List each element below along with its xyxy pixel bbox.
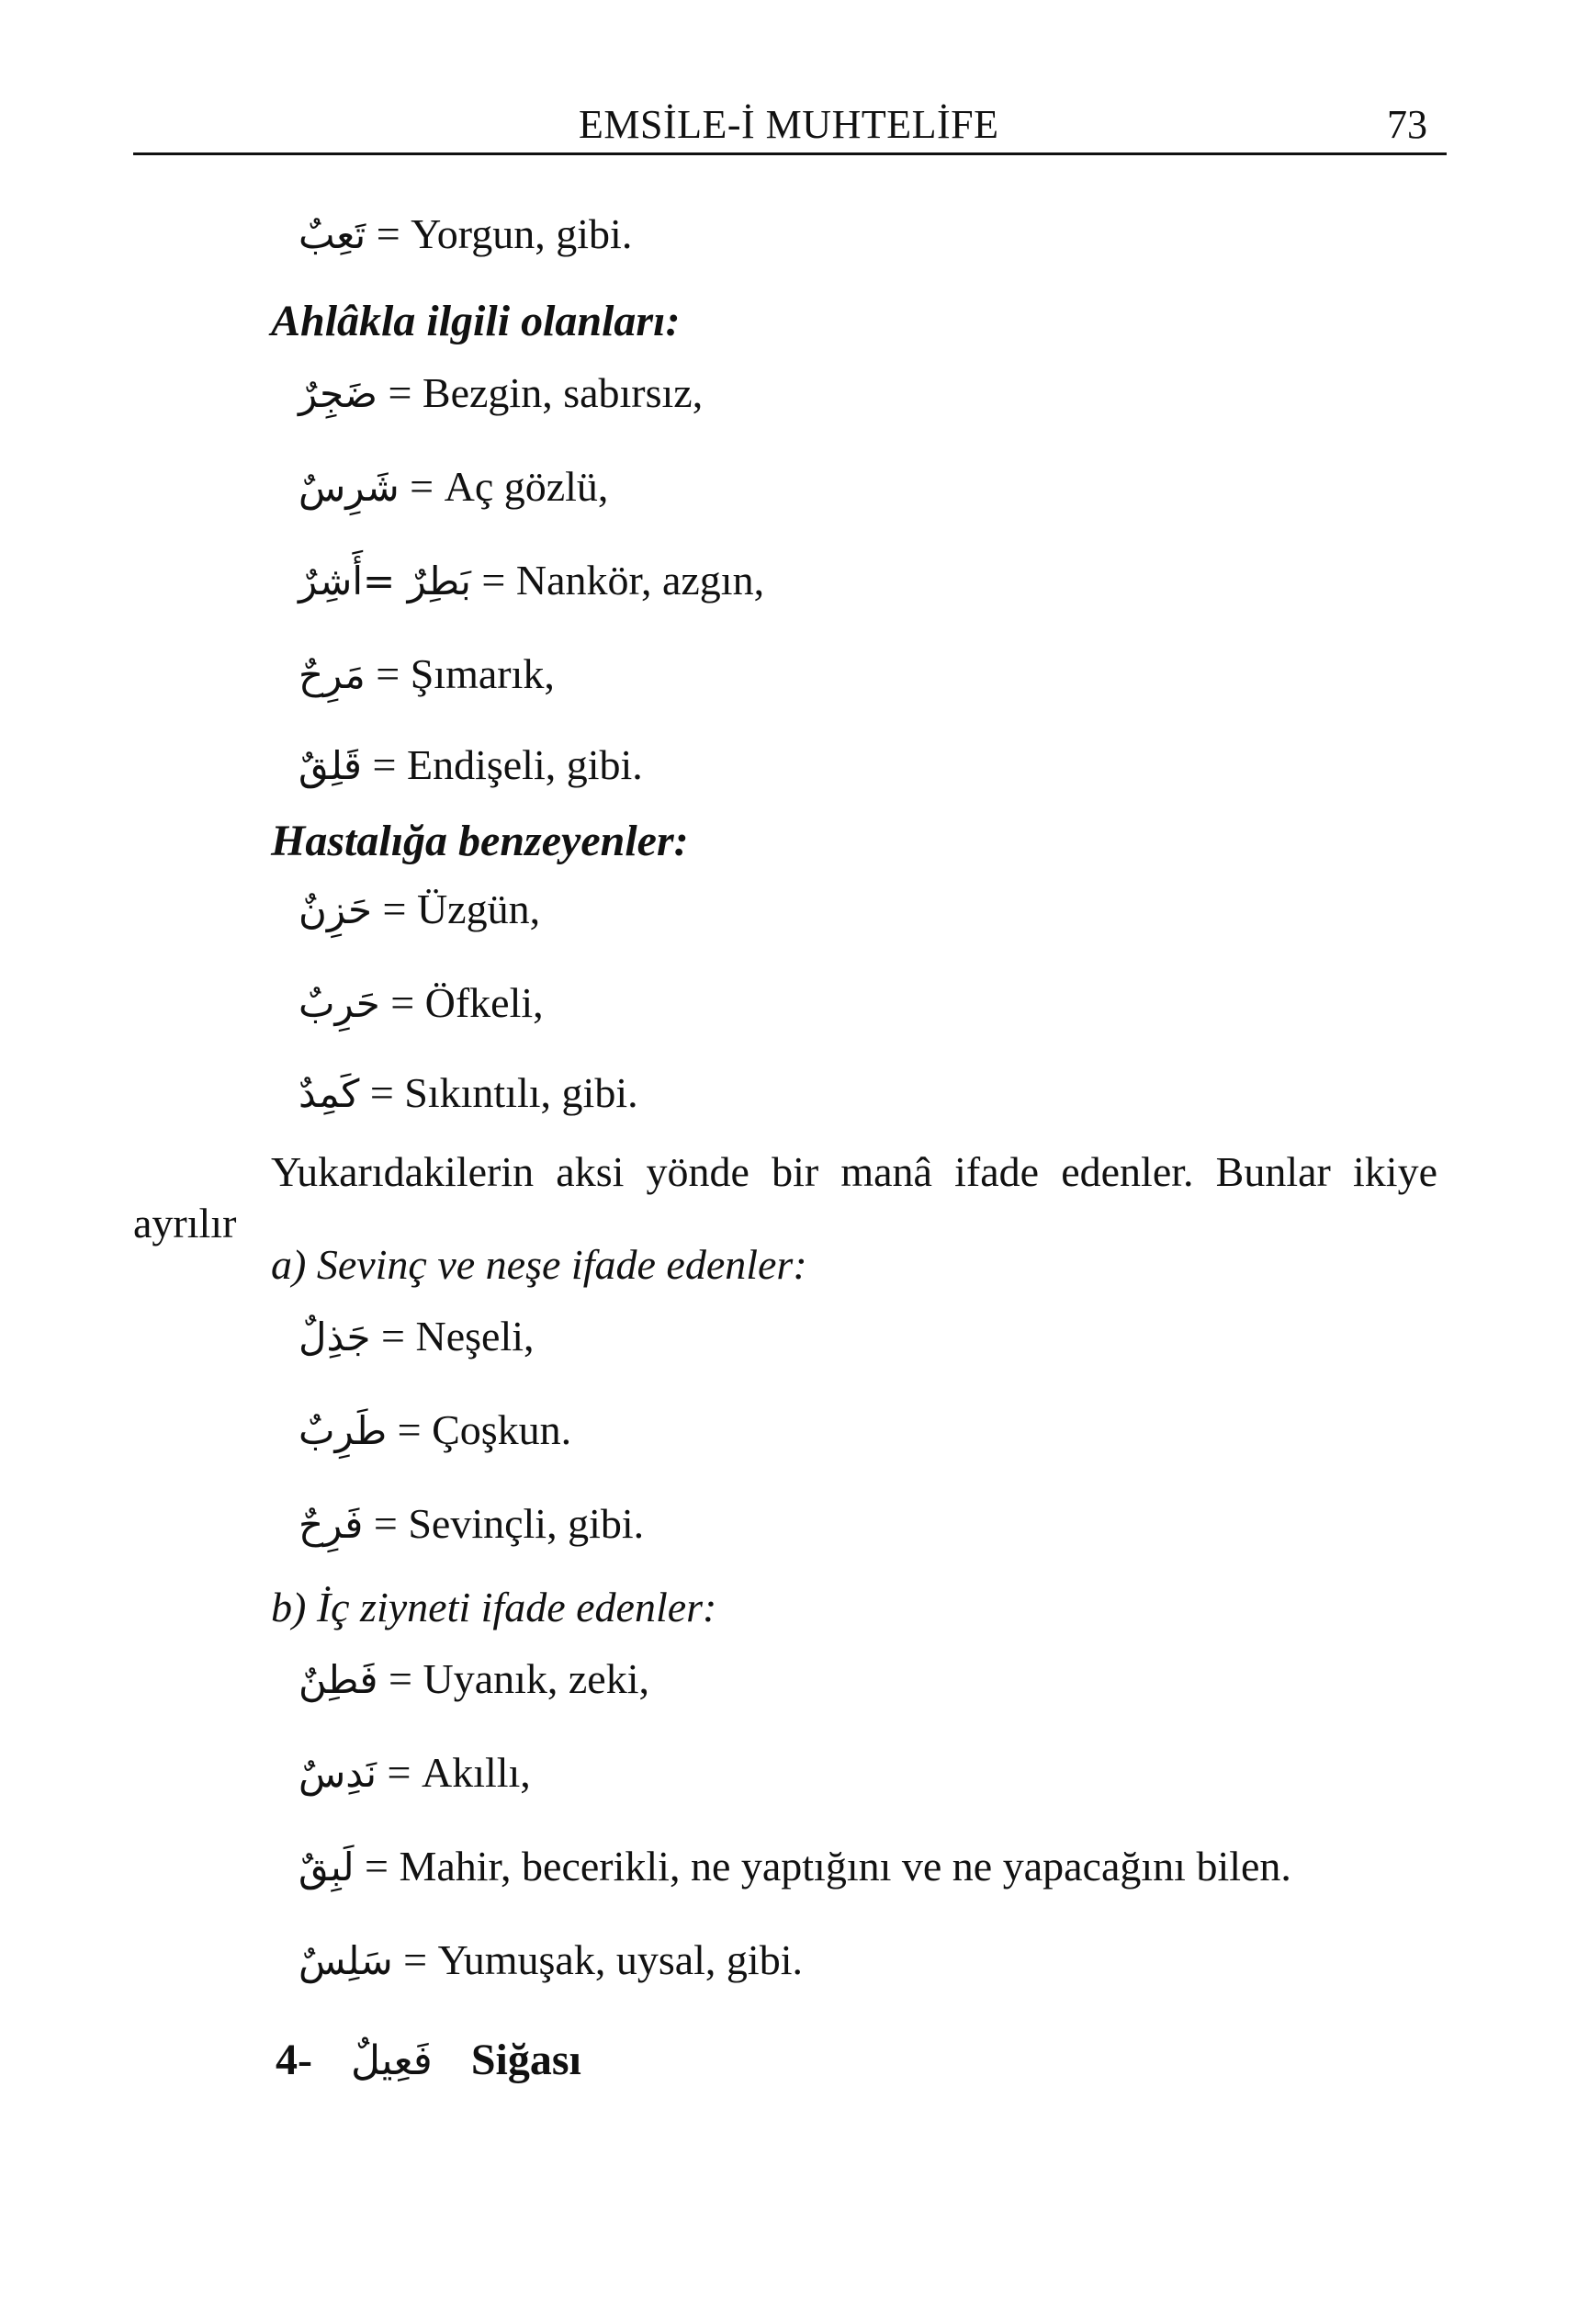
equals-sign: =	[388, 369, 412, 416]
turkish-meaning: Mahir, becerikli, ne yaptığını ve ne yapacağını bilen.	[399, 1843, 1291, 1890]
arabic-word: حَزِنٌ	[299, 887, 372, 932]
equals-sign: =	[372, 741, 397, 788]
vocab-entry	[299, 742, 643, 789]
arabic-word: فَطِنٌ	[299, 1657, 378, 1702]
turkish-meaning: Aç gözlü,	[444, 463, 609, 510]
turkish-meaning: Sıkıntılı, gibi.	[404, 1069, 638, 1116]
arabic-word: حَرِبٌ	[299, 981, 380, 1026]
arabic-word: شَرِسٌ	[299, 465, 400, 510]
equals-sign: =	[390, 979, 415, 1026]
vocab-entry	[299, 211, 632, 258]
vocab-entry	[299, 558, 764, 604]
heading-ic-ziynet: b) İç ziyneti ifade edenler:	[271, 1584, 717, 1630]
arabic-word: لَبِقٌ	[299, 1845, 355, 1890]
equals-sign: =	[381, 1313, 405, 1359]
vocab-entry	[299, 1501, 644, 1548]
header-rule	[133, 152, 1447, 155]
equals-sign: =	[481, 557, 506, 604]
running-header-title: EMSİLE-İ MUHTELİFE	[579, 102, 999, 147]
turkish-meaning: Öfkeli,	[424, 979, 544, 1026]
arabic-word: نَدِسٌ	[299, 1751, 378, 1796]
vocab-entry	[299, 370, 703, 417]
vocab-entry	[299, 651, 555, 698]
equals-sign: =	[403, 1936, 428, 1983]
turkish-meaning: Nankör, azgın,	[515, 557, 765, 604]
turkish-meaning: Neşeli,	[415, 1313, 535, 1359]
arabic-word: تَعِبٌ	[299, 212, 366, 257]
turkish-meaning: Yorgun, gibi.	[411, 210, 633, 257]
equals-sign: =	[387, 1749, 411, 1796]
arabic-word: طَرِبٌ	[299, 1408, 388, 1453]
arabic-word: فَرِحٌ	[299, 1502, 364, 1547]
turkish-meaning: Üzgün,	[416, 886, 541, 932]
turkish-meaning: Çoşkun.	[432, 1406, 572, 1453]
arabic-word: قَلِقٌ	[299, 743, 363, 788]
arabic-word: جَذِلٌ	[299, 1314, 371, 1359]
vocab-entry	[299, 980, 544, 1027]
arabic-word: بَطِرٌ =أَشِرٌ	[299, 558, 471, 604]
section-number: 4-	[276, 2036, 312, 2084]
equals-sign: =	[369, 1069, 394, 1116]
heading-sevinc: a) Sevinç ve neşe ifade edenler:	[271, 1241, 807, 1288]
equals-sign: =	[410, 463, 434, 510]
turkish-meaning: Şımarık,	[410, 650, 555, 697]
vocab-entry	[299, 1750, 531, 1797]
equals-sign: =	[376, 650, 400, 697]
heading-hastalik: Hastalığa benzeyenler:	[271, 817, 689, 865]
vocab-entry	[299, 1656, 649, 1703]
equals-sign: =	[373, 1500, 398, 1547]
section-arabic-pattern: فَعِيلٌ	[350, 2037, 433, 2084]
vocab-entry	[299, 1937, 803, 1984]
turkish-meaning: Sevinçli, gibi.	[408, 1500, 645, 1547]
equals-sign: =	[365, 1843, 389, 1890]
turkish-meaning: Uyanık, zeki,	[423, 1655, 649, 1702]
arabic-word: سَلِسٌ	[299, 1938, 393, 1983]
vocab-entry	[299, 464, 608, 511]
equals-sign: =	[389, 1655, 412, 1702]
heading-ahlak: Ahlâkla ilgili olanları:	[271, 297, 681, 345]
vocab-entry	[299, 1070, 638, 1117]
arabic-word: كَمِدٌ	[299, 1071, 360, 1116]
arabic-word: ضَجِرٌ	[299, 371, 378, 416]
vocab-entry	[299, 1844, 1291, 1890]
vocab-entry	[299, 1407, 571, 1454]
turkish-meaning: Yumuşak, uysal, gibi.	[437, 1936, 803, 1983]
turkish-meaning: Bezgin, sabırsız,	[422, 369, 704, 416]
vocab-entry	[299, 1314, 535, 1360]
page-number: 73	[1387, 102, 1427, 147]
equals-sign: =	[376, 210, 400, 257]
turkish-meaning: Endişeli, gibi.	[406, 741, 643, 788]
vocab-entry	[299, 886, 540, 933]
equals-sign: =	[382, 886, 407, 932]
arabic-word: مَرِحٌ	[299, 652, 366, 697]
body-paragraph: Yukarıdakilerin aksi yönde bir manâ ifade edenler. Bunlar ikiye ayrılır	[133, 1148, 1437, 1247]
turkish-meaning: Akıllı,	[421, 1749, 531, 1796]
equals-sign: =	[397, 1406, 422, 1453]
section-title	[276, 2035, 581, 2085]
section-label: Siğası	[470, 2036, 581, 2084]
